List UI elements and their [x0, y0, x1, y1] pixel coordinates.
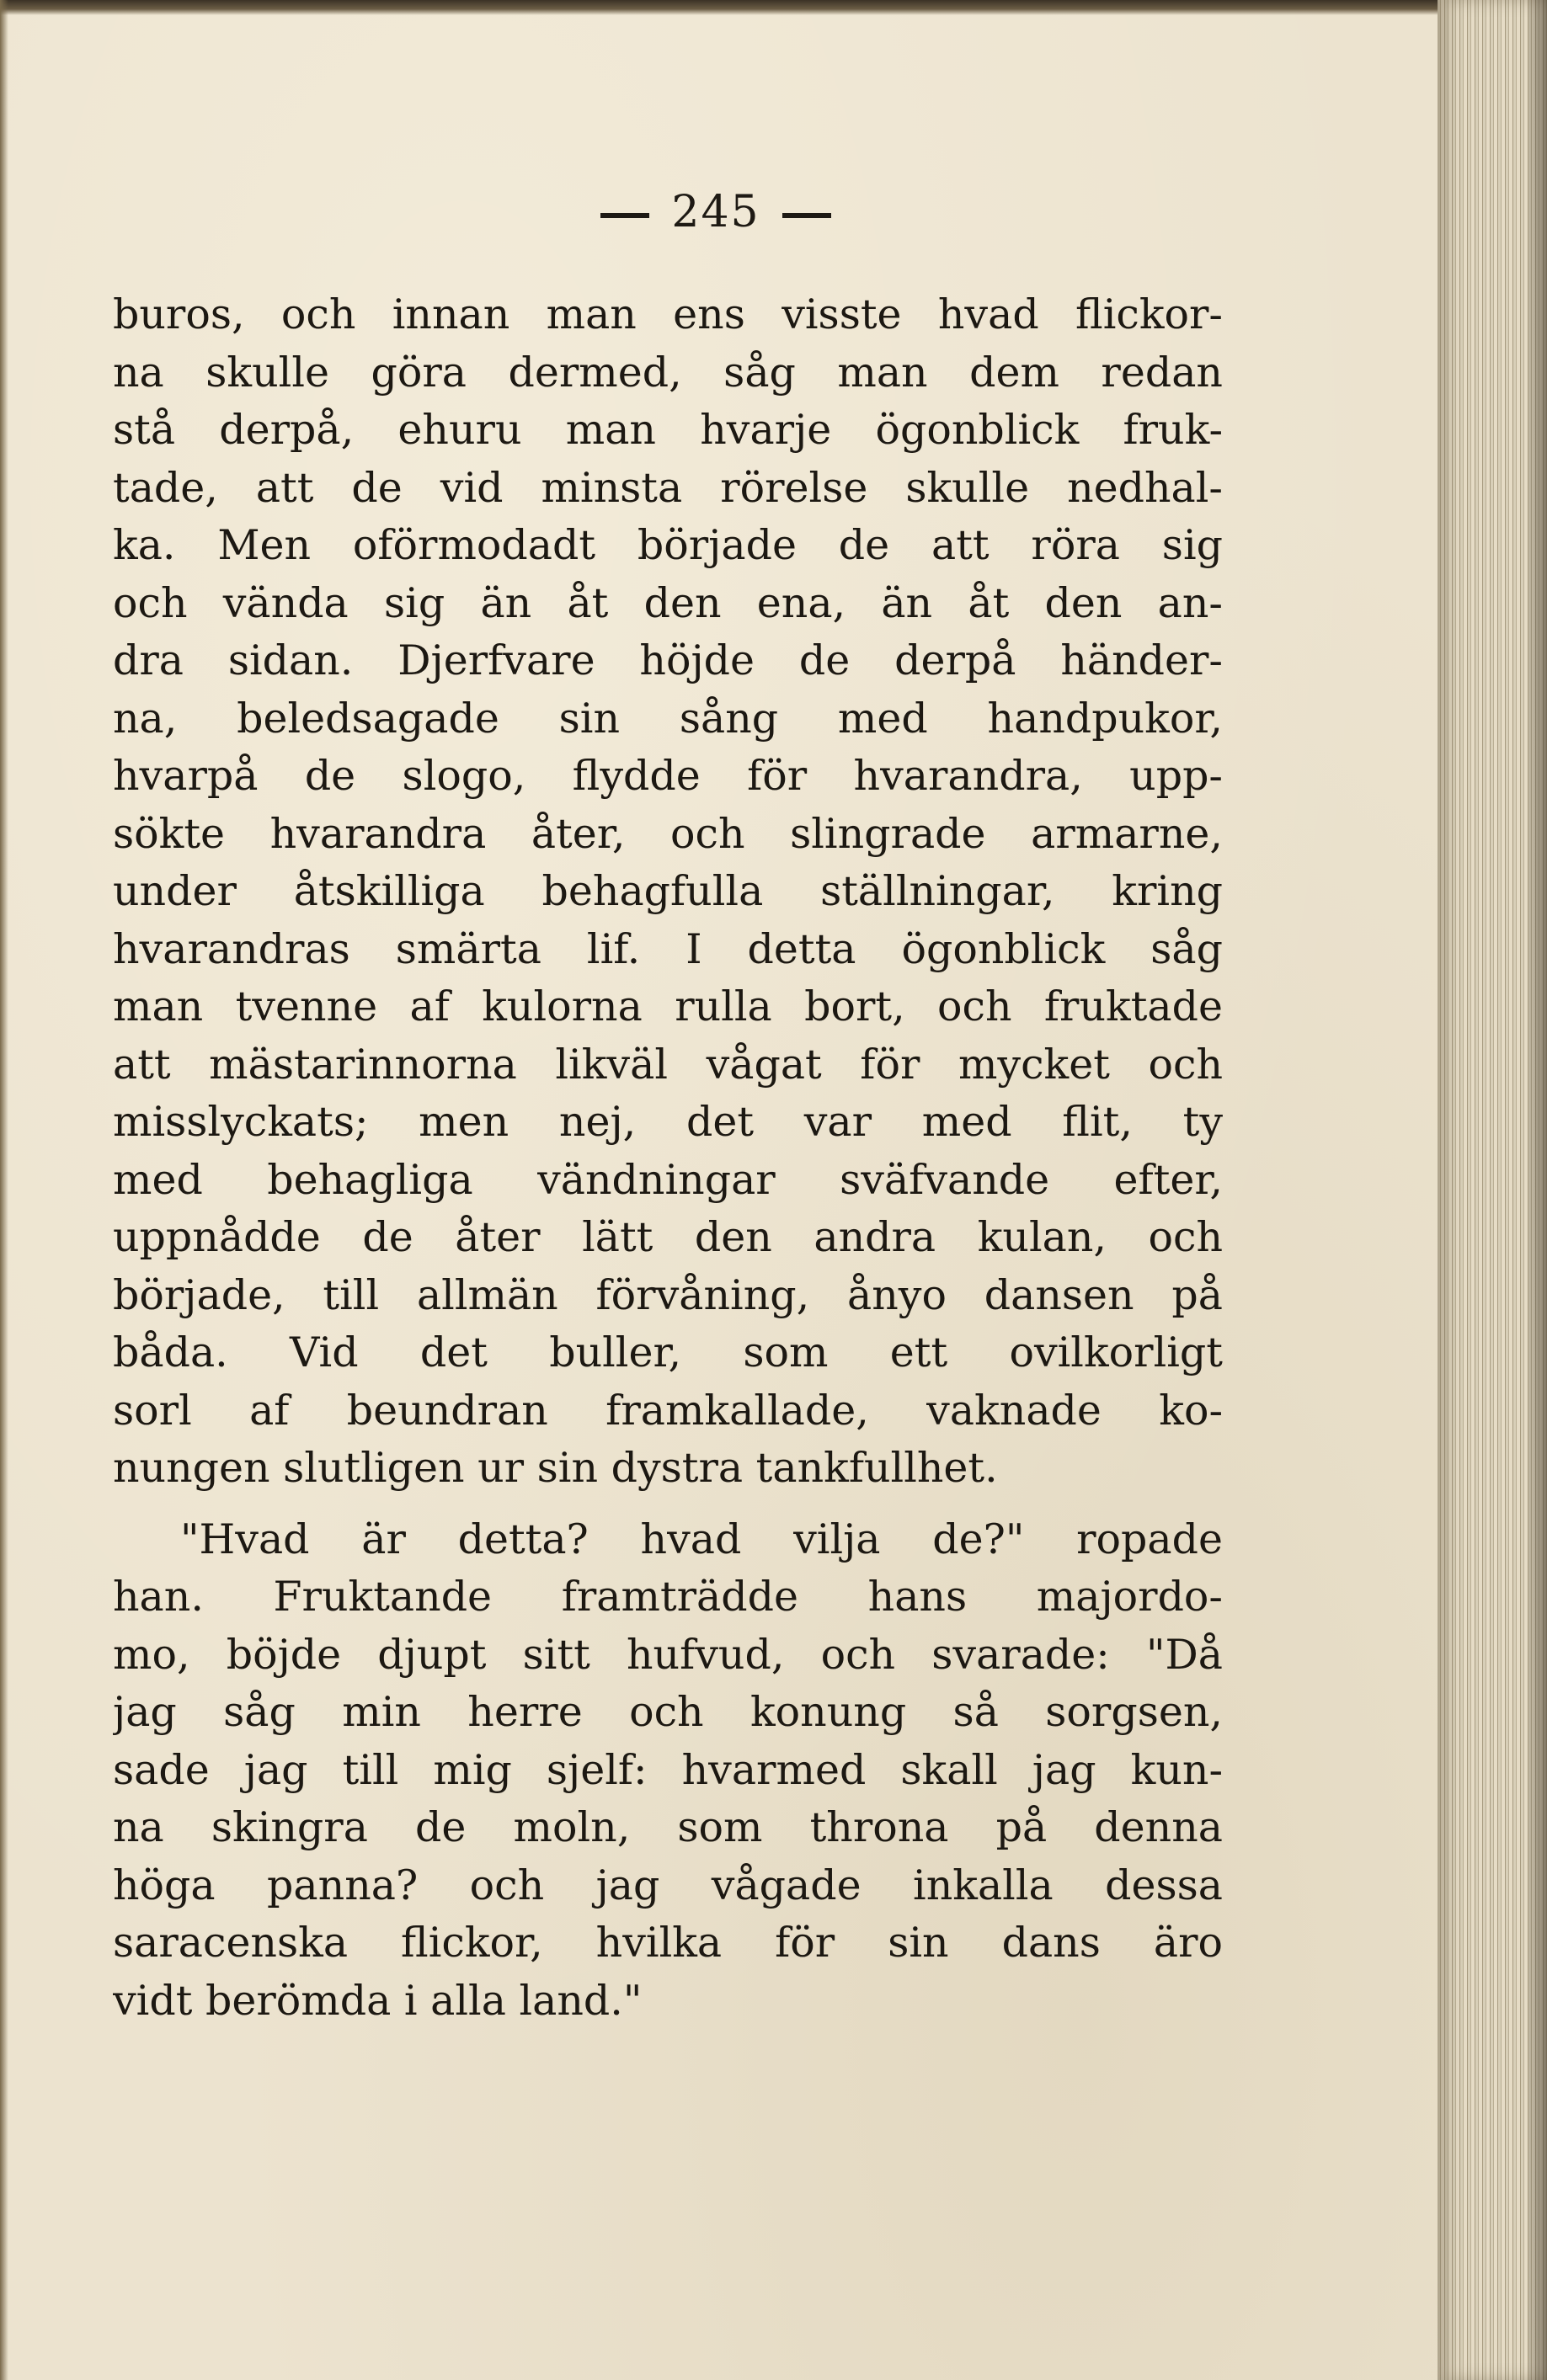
text-line: att mästarinnorna likväl vågat för mycket och	[113, 1040, 1223, 1089]
page-number: 245	[671, 187, 760, 237]
text-line: och vända sig än åt den ena, än åt den an-	[113, 578, 1223, 627]
text-line: uppnådde de åter lätt den andra kulan, och	[113, 1213, 1223, 1261]
text-line: na skingra de moln, som throna på denna	[113, 1803, 1223, 1851]
text-line: "Hvad är detta? hvad vilja de?" ropade	[180, 1515, 1223, 1563]
text-line: jag såg min herre och konung så sorgsen,	[113, 1688, 1223, 1736]
page-stack-shadow	[1528, 0, 1547, 2380]
text-line: man tvenne af kulorna rulla bort, och fruktade	[113, 982, 1223, 1030]
text-line: dra sidan. Djerfvare höjde de derpå händer-	[113, 636, 1223, 684]
text-line: sorl af beundran framkallade, vaknade ko-	[113, 1386, 1223, 1435]
header-dash-right	[782, 213, 831, 218]
page-top-edge	[0, 0, 1547, 15]
text-line: sökte hvarandra åter, och slingrade armarne,	[113, 809, 1223, 858]
text-line: stå derpå, ehuru man hvarje ögonblick fruk-	[113, 406, 1223, 454]
text-line: under åtskilliga behagfulla ställningar, kring	[113, 867, 1223, 915]
text-line: hvarandras smärta lif. I detta ögonblick såg	[113, 924, 1223, 973]
text-line: nungen slutligen ur sin dystra tankfullhet.	[113, 1444, 998, 1492]
paragraph-gap	[113, 1498, 1223, 1511]
text-line: misslyckats; men nej, det var med flit, ty	[113, 1098, 1223, 1146]
page-left-edge	[0, 0, 8, 2380]
text-line: hvarpå de slogo, flydde för hvarandra, upp-	[113, 752, 1223, 800]
text-line: han. Fruktande framträdde hans majordo-	[113, 1573, 1223, 1621]
paragraph	[113, 1511, 1223, 2031]
text-line: båda. Vid det buller, som ett ovilkorligt	[113, 1328, 1223, 1376]
paragraph	[113, 286, 1223, 1498]
text-line: tade, att de vid minsta rörelse skulle nedhal-	[113, 463, 1223, 512]
text-line: na, beledsagade sin sång med handpukor,	[113, 694, 1223, 743]
text-line: med behagliga vändningar sväfvande efter,	[113, 1155, 1223, 1204]
text-line: saracenska flickor, hvilka för sin dans äro	[113, 1919, 1223, 1967]
text-line: na skulle göra dermed, såg man dem redan	[113, 348, 1223, 397]
text-line: vidt berömda i alla land."	[113, 1976, 643, 2025]
page-header	[0, 187, 1432, 237]
text-line: började, till allmän förvåning, ånyo dansen på	[113, 1270, 1223, 1319]
text-line: buros, och innan man ens visste hvad flickor-	[113, 290, 1223, 338]
text-line: höga panna? och jag vågade inkalla dessa	[113, 1861, 1223, 1909]
header-dash-left	[600, 213, 649, 218]
body-text	[113, 286, 1223, 2030]
text-line: ka. Men oförmodadt började de att röra sig	[113, 521, 1223, 569]
text-line: sade jag till mig sjelf: hvarmed skall jag kun-	[113, 1745, 1223, 1794]
text-line: mo, böjde djupt sitt hufvud, och svarade: "Då	[113, 1630, 1223, 1679]
